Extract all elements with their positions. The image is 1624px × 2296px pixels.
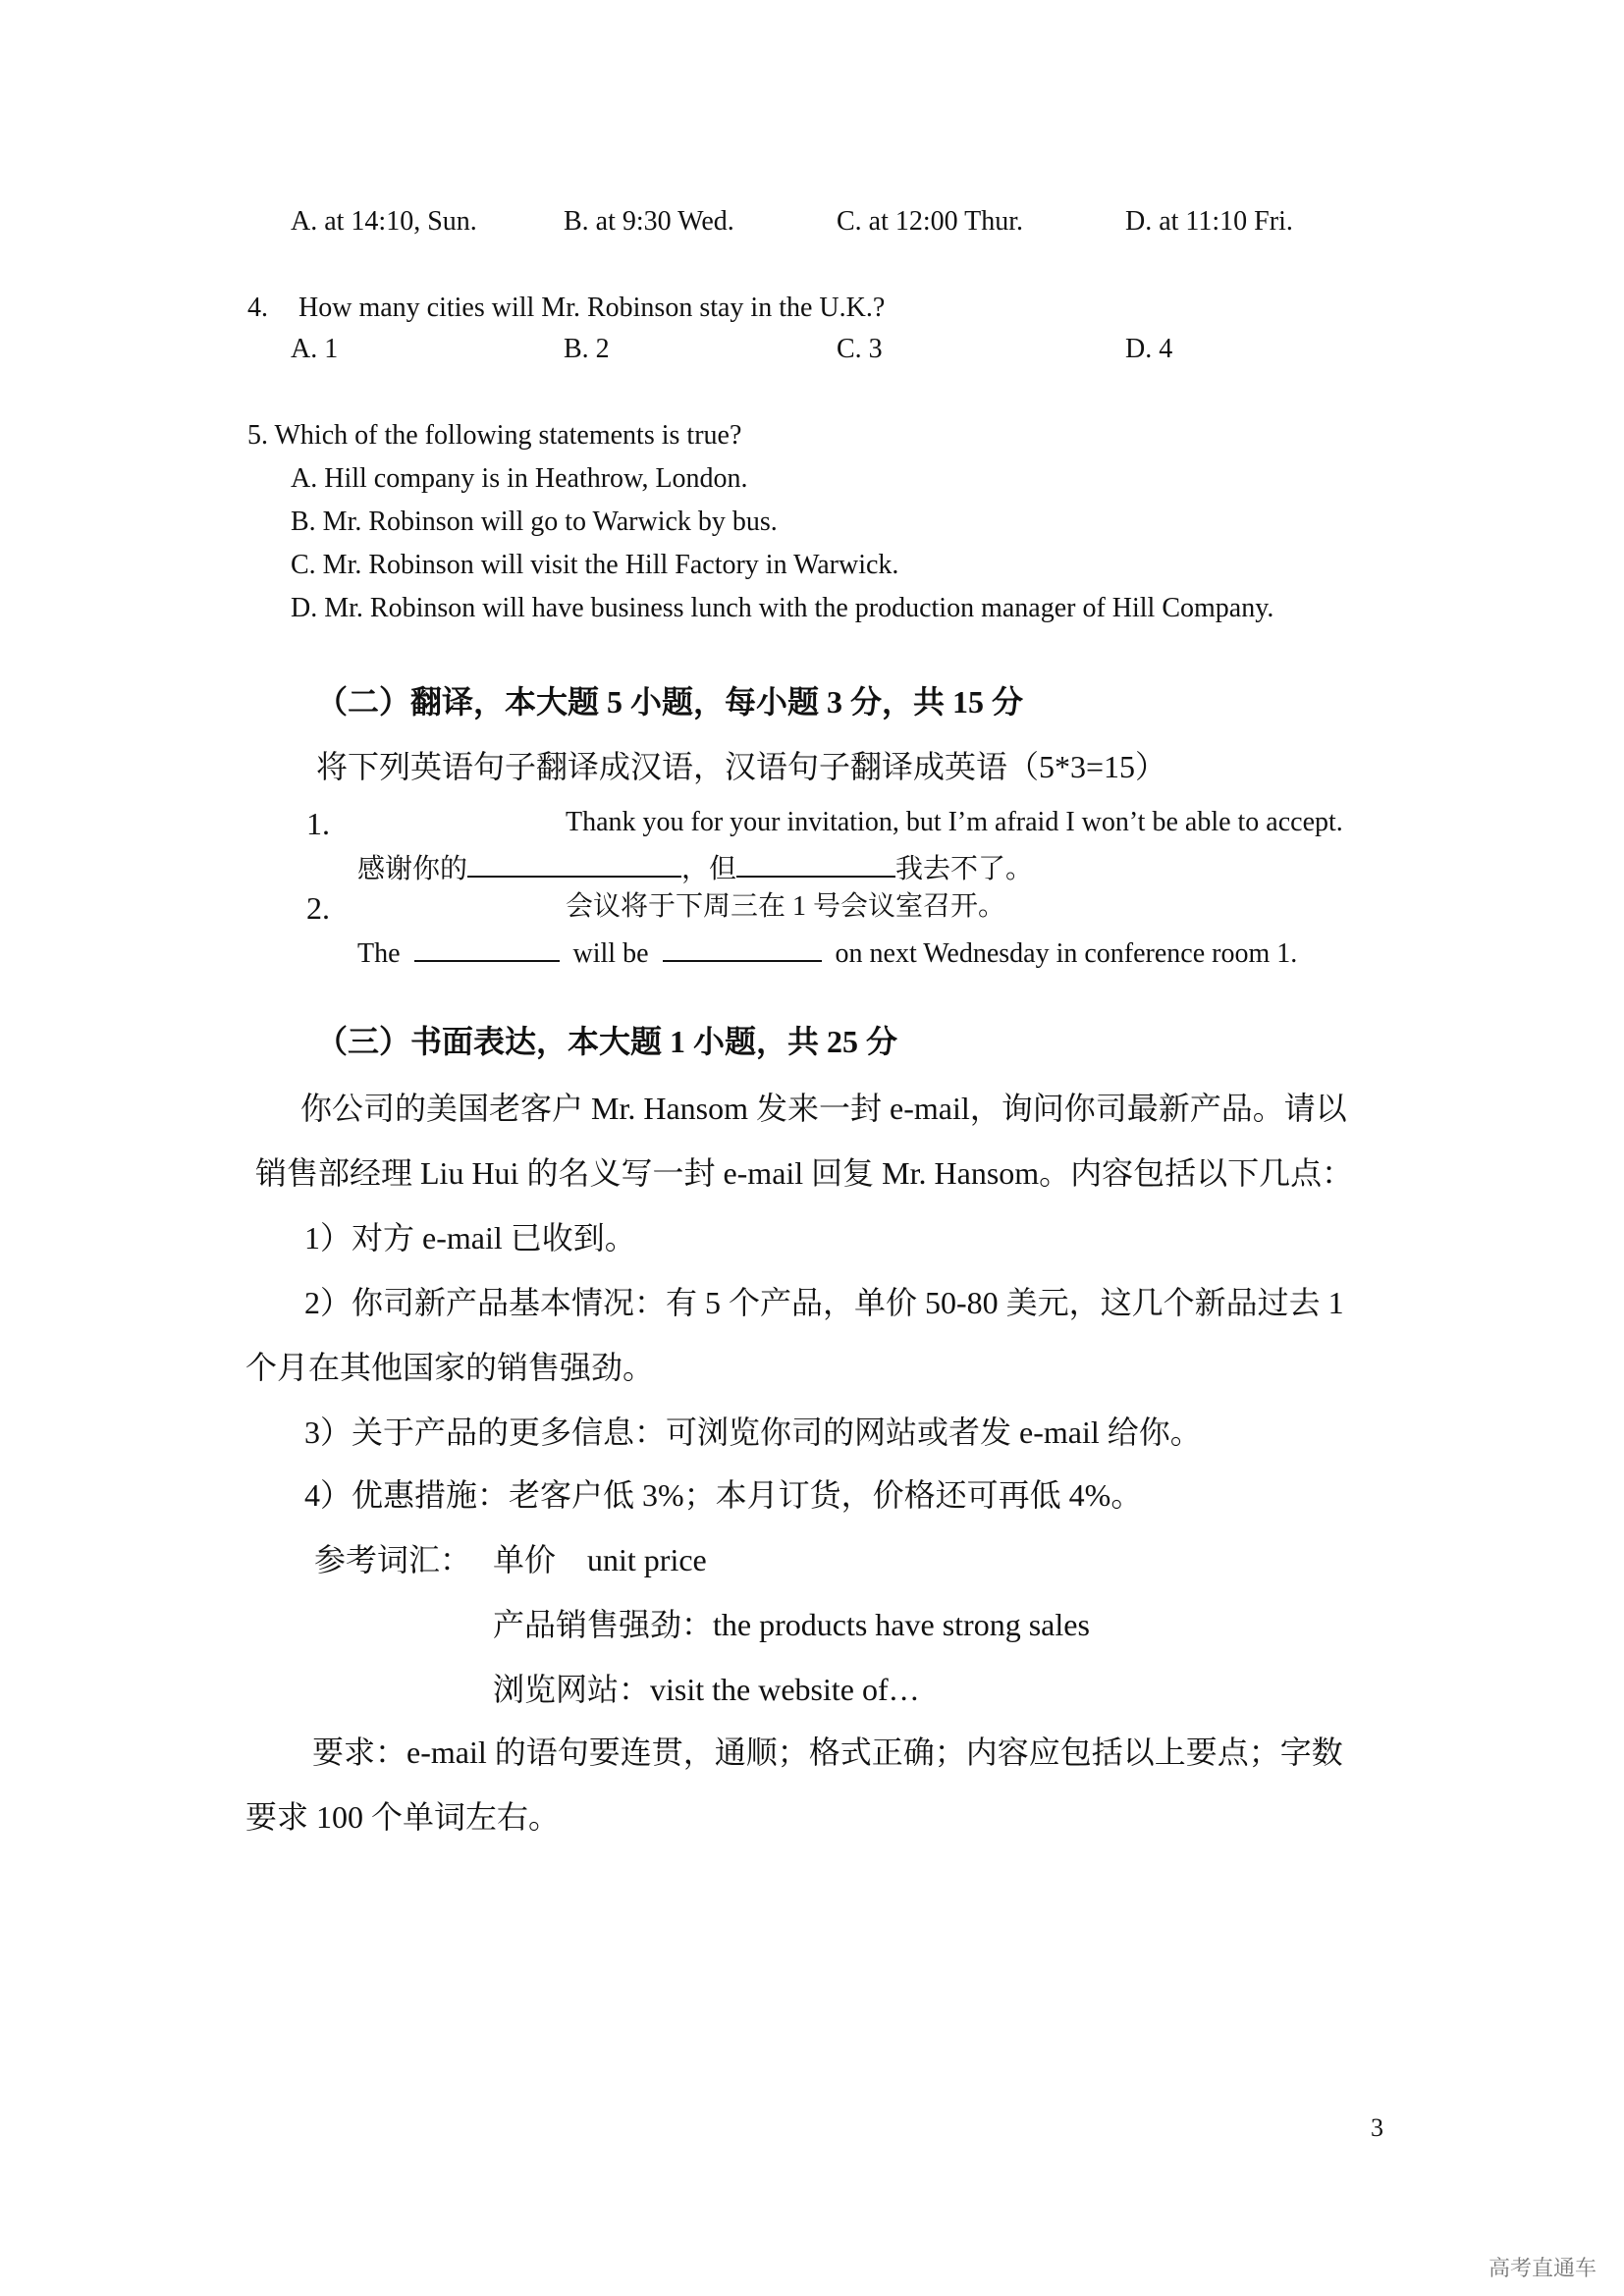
q4-option-d: D. 4 [1125,334,1173,364]
q4-option-c: C. 3 [837,334,883,364]
translation-item1-part3: 我去不了。 [895,854,1034,884]
writing-point-3: 3）关于产品的更多信息：可浏览你司的网站或者发 e-mail 给你。 [304,1415,1202,1450]
translation-item2-part2: will be [572,938,649,969]
vocab-label: 参考词汇： [314,1542,472,1577]
answer-blank-1[interactable] [467,846,681,878]
translation-item1-part1: 感谢你的 [357,854,468,884]
section2-instruction: 将下列英语句子翻译成汉语，汉语句子翻译成英语（5*3=15） [316,749,1167,784]
q4-question: How many cities will Mr. Robinson stay in the U.K.? [298,293,886,323]
translation-item2-part3: on next Wednesday in conference room 1. [835,938,1298,969]
page-number: 3 [1371,2113,1383,2142]
vocab-item-3: 浏览网站：visit the website of… [493,1672,920,1707]
vocab-item-1: 单价 unit price [493,1542,707,1577]
section3-heading: （三）书面表达，本大题 1 小题，共 25 分 [316,1024,898,1059]
q4-option-b: B. 2 [564,334,610,364]
q5-option-d: D. Mr. Robinson will have business lunch with the production manager of Hill Company. [291,593,1274,623]
answer-blank-2[interactable] [736,846,895,878]
watermark-text: 高考直通车 [1489,2257,1597,2281]
translation-item2-source: 会议将于下周三在 1 号会议室召开。 [566,891,1006,922]
requirement-line1: 要求：e-mail 的语句要连贯，通顺；格式正确；内容应包括以上要点；字数 [312,1735,1343,1770]
q5-option-b: B. Mr. Robinson will go to Warwick by bus. [291,507,778,537]
writing-prompt-line1: 你公司的美国老客户 Mr. Hansom 发来一封 e-mail，询问你司最新产品。请以 [300,1091,1347,1126]
translation-item1-number: 1. [306,806,330,841]
translation-item1-part2: ，但 [681,854,737,884]
translation-item1-answer [357,846,1033,887]
writing-point-4: 4）优惠措施：老客户低 3%；本月订货，价格还可再低 4%。 [304,1477,1143,1513]
q5-option-a: A. Hill company is in Heathrow, London. [291,463,748,494]
writing-point-1: 1）对方 e-mail 已收到。 [304,1220,636,1255]
q5-question: 5. Which of the following statements is true? [247,420,742,451]
writing-point-2-line2: 个月在其他国家的销售强劲。 [245,1350,655,1385]
translation-item1-source: Thank you for your invitation, but I’m afraid I won’t be able to accept. [566,807,1343,837]
section2-heading: （二）翻译，本大题 5 小题，每小题 3 分，共 15 分 [316,684,1024,720]
writing-point-2-line1: 2）你司新产品基本情况：有 5 个产品，单价 50-80 美元，这几个新品过去 1 [304,1285,1344,1320]
translation-item2-number: 2. [306,890,330,926]
answer-blank-3[interactable] [414,931,560,962]
q4-number: 4. [247,293,268,323]
q3-option-d: D. at 11:10 Fri. [1125,206,1293,237]
q3-option-b: B. at 9:30 Wed. [564,206,734,237]
writing-prompt-line2: 销售部经理 Liu Hui 的名义写一封 e-mail 回复 Mr. Hansom。内容包括以下几点： [255,1155,1354,1191]
vocab-item-2: 产品销售强劲：the products have strong sales [493,1607,1090,1642]
q5-option-c: C. Mr. Robinson will visit the Hill Factory in Warwick. [291,550,899,580]
translation-item2-answer [357,931,1297,972]
q4-option-a: A. 1 [291,334,339,364]
answer-blank-4[interactable] [663,931,822,962]
q3-option-c: C. at 12:00 Thur. [837,206,1024,237]
requirement-line2: 要求 100 个单词左右。 [245,1799,561,1835]
translation-item2-part1: The [357,938,401,969]
q3-option-a: A. at 14:10, Sun. [291,206,477,237]
